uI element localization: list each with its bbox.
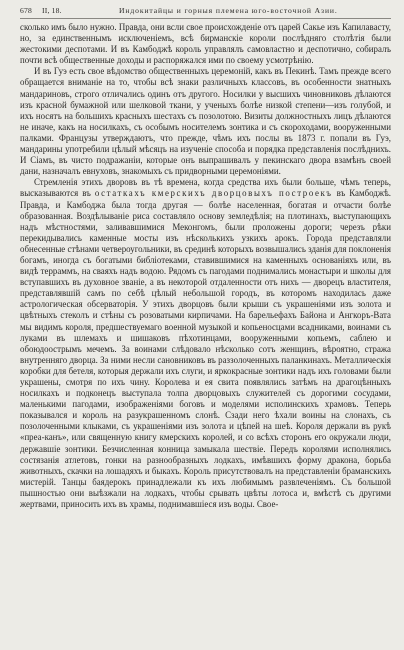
text-run: въ Камбоджѣ. Правда, и Камбоджа была тогда другая — болѣе населенная, богатая и отчасти болѣе образованная. Воздѣлываніе риса составляло основу земледѣлія; на плотинахъ, выступающихъ надъ мѣстностями, заливавшимися Меконгомъ, были проложены дороги; черезъ рѣки перекидывались каменные мосты изъ нѣсколькихъ узкихъ арокъ. Города представляли обнесенные стѣнами четвероугольники, въ срединѣ которыхъ возвышались зданія для поклоненія богамъ, иногда съ богатыми библіотеками, ставившимися на каменныхъ основаніяхъ или, въ видѣ терраммъ, на сваяхъ надъ водою. Рядомъ съ пагодами поднимались монастыри и школы для вступавшихъ въ духовное званіе, а въ некоторой отдаленности отъ нихъ — дворецъ властителя, представлявшій самъ по себѣ цѣлый небольшой городъ, въ которомъ находилась даже астрологическая обсерваторія. У этихъ дворцовъ были крыши съ украшеніями изъ золота и цвѣтныхъ стеколъ и стѣны съ розоватыми кирпичами. На барельефахъ Байона и Ангкоръ-Вата мы видимъ короля, предшествуемаго военной музыкой и копьеносцами всадниками, воинами съ луками въ шлемахъ и шишаковъ пѣхотинцами, вооруженными копьемъ, саблею и обоюдоострымъ мечемъ. За воинами слѣдовало нѣсколько сотъ женщинъ, вѣроятно, стража внутренняго дворца. За ними несли сановниковъ въ раззолоченныхъ паланкинахъ. Металлическія коробки для бетеля, которыя держали ихъ слуги, и яркокрасные зонтики надъ ихъ головами были украшены, смотря по ихъ чину. Королева и ея свита появлялись затѣмъ на драгоцѣнныхъ носилкахъ и подконецъ выступала толпа дворцовыхъ служителей съ дорогими сосудами, маленькими пагодами, изображеніями боговъ и моделями исполинскихъ храмовъ. Теперь показывался и король на разукрашенномъ слонѣ. Сзади него ѣхали воины на слонахъ, съ позолоченными клыками, съ украшеніями изъ золота и цѣпей на шеѣ. Короля держали въ рукѣ «преа-канъ», или священную книгу кмерскихъ королей, и со всѣхъ сторонъ его окружали люди, державшіе зонтики. Безчисленная конница замыкала шествіе. Передъ королями исполнялись состязанія атлетовъ, гонки на разнообразныхъ лодкахъ, имѣвшихъ форму дракона, борьба животныхъ, скачки на лошадяхъ и быкахъ. Король присутствовалъ на представленіи браманскихъ мистерій. Танцы баядерокъ принадлежали къ ихъ любимымъ развлеченіямъ. Съ большой пышностью они выѣзжали на лодкахъ, чтобы срывать цвѣты лотоса и, вмѣстѣ съ другими жертвами, приносить ихъ въ храмы, поднимавшіеся изъ воды. Свое- xyxy=(20,188,392,510)
paragraph xyxy=(20,66,391,177)
text-run: И въ Гуэ есть свое вѣдомство общественныхъ церемоній, какъ въ Пекинѣ. Тамъ прежде всего обращается вниманіе на то, чтобы всѣ знаки различныхъ классовъ, въ особенности знатныхъ мандариновъ, строго отличались одинъ отъ другого. Носилки у высшихъ чиновниковъ дѣлаются изъ красной бумажной или шелковой ткани, у ученыхъ болѣе низкой степени—изъ голубой, и ихъ носятъ на большихъ красныхъ шестахъ съ позолотою. Визиты должностныхъ лицъ дѣлаются не иначе, какъ на носилкахъ, съ особымъ носителемъ зонтика и съ скороходами, вооруженными палками. Французы утверждаютъ, что прежде, чѣмъ ихъ послы въ 1873 г. попали въ Гуэ, мандарины употребили цѣлый мѣсяцъ на изученіе способа и порядка представленія послѣднихъ. И Сіамъ, въ чисто подражаніи, которые онъ выпрашивалъ у пекинскаго двора взамѣнъ своей дани, назначалъ евнуховъ, знакомыхъ съ придворными церемоніями. xyxy=(20,66,391,177)
running-head xyxy=(20,6,391,19)
chapter-ref: II, 18. xyxy=(42,6,62,15)
paragraph xyxy=(20,177,391,510)
page-number: 678 xyxy=(20,6,32,15)
text-run: сколько имъ было нужно. Правда, они всли свое происхожденіе отъ царей Сакье изъ Капилавасту, но, за единственнымъ исключеніемъ, всѣ бирманскіе короли послѣдняго столѣтія были жестокими деспотами. И въ Камбоджѣ король управлялъ самовластно и деспотично, собиралъ почти всѣ общественные доходы и распоряжался ими по своему усмотрѣнію. xyxy=(20,22,391,66)
paragraph xyxy=(20,22,391,66)
spaced-emphasis: остаткахъ кмерскихъ дворцовыхъ построекъ xyxy=(94,188,333,199)
text-run: Стремленія этихъ дворовъ въ тѣ времена, когда средства ихъ были больше, чѣмъ теперь, высказываются въ xyxy=(20,177,391,199)
running-title: Индокитайцы и горныя племена юго-восточной Азии. xyxy=(119,6,338,15)
body-text xyxy=(20,22,391,510)
